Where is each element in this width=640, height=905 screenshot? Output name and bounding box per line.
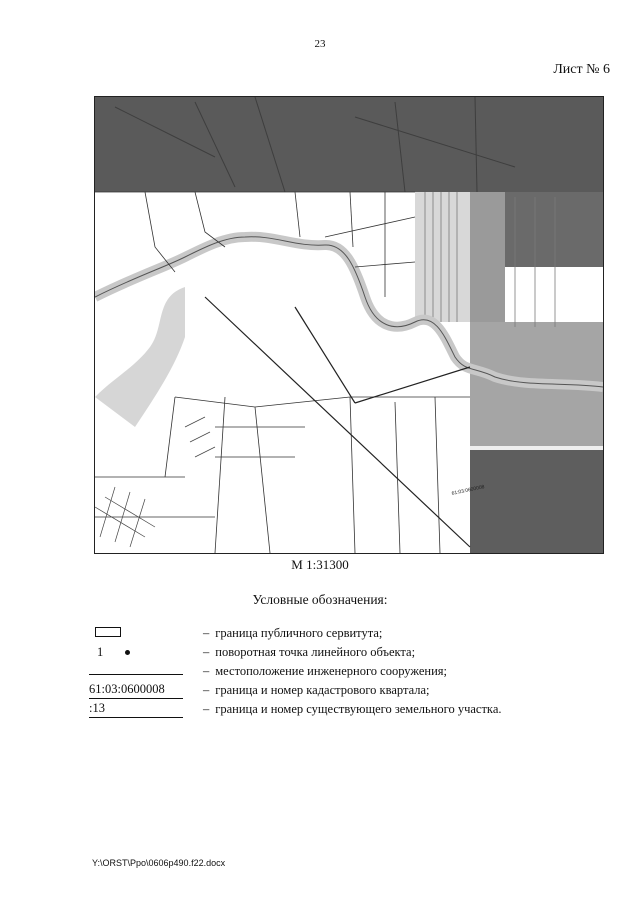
engineering-line-icon: [89, 674, 183, 675]
dark-imagery-bottom-right: [470, 450, 603, 553]
floodplain: [95, 287, 185, 427]
legend-symbol-parcel: [89, 700, 189, 719]
white-band: [470, 446, 603, 450]
legend-item-engineering: [89, 662, 609, 681]
cadastral-quarter-number: 61:03:0600008: [89, 682, 183, 699]
page-number: 23: [314, 38, 326, 50]
map-drawing: [95, 97, 603, 553]
mid-gray-right: [470, 192, 505, 322]
dark-imagery-right: [505, 192, 603, 267]
map-scale: М 1:31300: [291, 557, 349, 572]
legend-symbol-servitude: [89, 624, 189, 643]
legend-text-turning-point: – поворотная точка линейного объекта;: [203, 645, 416, 659]
footer-file-path: Y:\ORST\Ppo\0606p490.f22.docx: [92, 858, 226, 868]
legend-item-parcel: [89, 700, 609, 719]
legend-text-engineering: – местоположение инженерного сооружения;: [203, 664, 447, 678]
legend-text-servitude: – граница публичного сервитута;: [203, 626, 383, 640]
legend-symbol-quarter: [89, 681, 189, 700]
parcel-number: :13: [89, 701, 183, 718]
servitude-boundary-icon: [95, 627, 121, 637]
turning-point-number: 1: [97, 645, 104, 659]
legend-title: Условные обозначения:: [252, 592, 388, 607]
sheet-label: Лист № 6: [553, 62, 610, 77]
turning-point-icon: [125, 650, 130, 655]
legend-text-quarter: – граница и номер кадастрового квартала;: [203, 683, 430, 697]
hatched-fields: [415, 192, 470, 322]
map-quarter-label: 61:03:0600008: [451, 484, 486, 497]
legend: [89, 624, 609, 719]
legend-item-quarter: [89, 681, 609, 700]
legend-text-parcel: – граница и номер существующего земельного участка.: [203, 702, 502, 716]
cadastral-map: [94, 96, 604, 554]
dark-imagery-top: [95, 97, 603, 192]
legend-symbol-turning-point: [89, 643, 189, 662]
legend-symbol-engineering: [89, 662, 189, 681]
engineering-line-main: [205, 297, 470, 547]
legend-item-servitude: [89, 624, 609, 643]
engineering-line-branch: [355, 367, 470, 403]
legend-item-turning-point: [89, 643, 609, 662]
